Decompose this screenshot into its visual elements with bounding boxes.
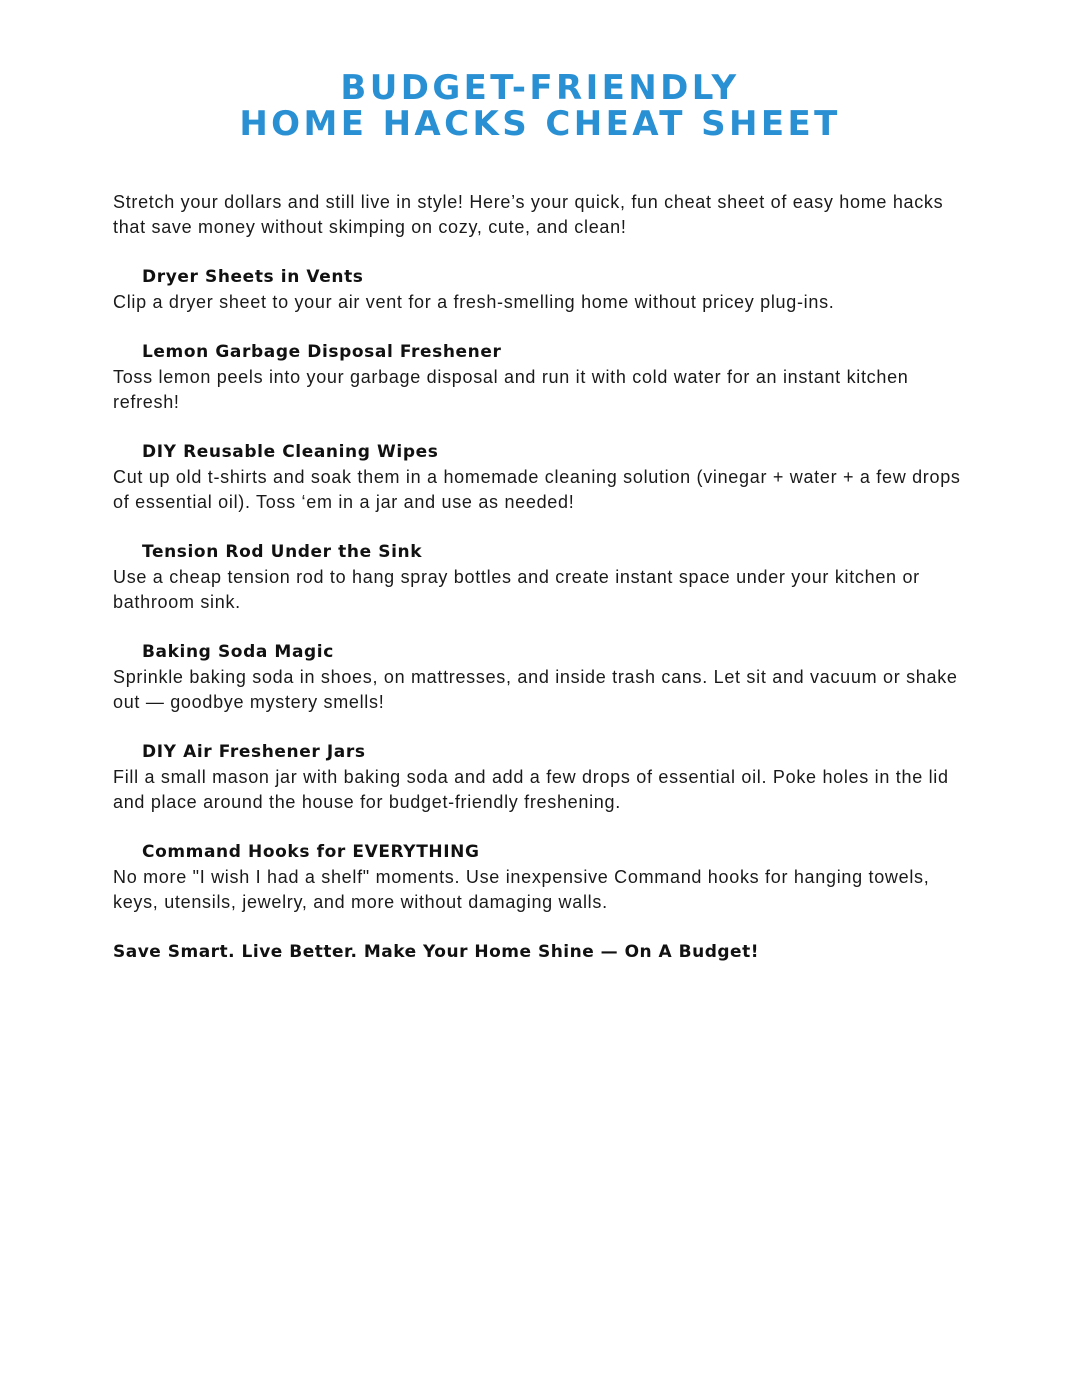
hack-description: Sprinkle baking soda in shoes, on mattresses, and inside trash cans. Let sit and vacuum or shake out — goodbye mystery smells!: [113, 667, 958, 712]
page-title: [0, 70, 1080, 142]
hack-description: Cut up old t-shirts and soak them in a homemade cleaning solution (vinegar + water + a few drops of essential oil). Toss ‘em in a jar and use as needed!: [113, 467, 961, 512]
hack-title: Command Hooks for EVERYTHING: [142, 842, 480, 862]
hack-item-command-hooks: [113, 840, 973, 915]
hack-title: Lemon Garbage Disposal Freshener: [142, 342, 502, 362]
hack-description: Toss lemon peels into your garbage disposal and run it with cold water for an instant kitchen refresh!: [113, 367, 909, 412]
hack-title: DIY Reusable Cleaning Wipes: [142, 442, 439, 462]
title-line-2: HOME HACKS CHEAT SHEET: [239, 104, 841, 144]
hack-title: Baking Soda Magic: [142, 642, 334, 662]
hack-description: No more "I wish I had a shelf" moments. Use inexpensive Command hooks for hanging towels, keys, utensils, jewelry, and more without damaging walls.: [113, 867, 930, 912]
title-line-1: BUDGET-FRIENDLY: [340, 68, 740, 108]
hack-description: Use a cheap tension rod to hang spray bottles and create instant space under your kitchen or bathroom sink.: [113, 567, 920, 612]
hack-item-dryer-sheets: [113, 265, 973, 315]
content-body: [113, 190, 973, 965]
hack-item-lemon-disposal: [113, 340, 973, 415]
hack-title: Tension Rod Under the Sink: [142, 542, 423, 562]
hack-title: Dryer Sheets in Vents: [142, 267, 364, 287]
hack-item-air-freshener: [113, 740, 973, 815]
hack-description: Fill a small mason jar with baking soda and add a few drops of essential oil. Poke holes in the lid and place around the house for budget-friendly freshening.: [113, 767, 949, 812]
hack-item-baking-soda: [113, 640, 973, 715]
hack-item-tension-rod: [113, 540, 973, 615]
hack-title: DIY Air Freshener Jars: [142, 742, 366, 762]
hack-item-cleaning-wipes: [113, 440, 973, 515]
hack-description: Clip a dryer sheet to your air vent for a fresh-smelling home without pricey plug-ins.: [113, 292, 835, 312]
intro-paragraph: Stretch your dollars and still live in style! Here’s your quick, fun cheat sheet of easy home hacks that save money without skimping on cozy, cute, and clean!: [113, 192, 944, 237]
closing-tagline: Save Smart. Live Better. Make Your Home Shine — On A Budget!: [113, 942, 759, 962]
